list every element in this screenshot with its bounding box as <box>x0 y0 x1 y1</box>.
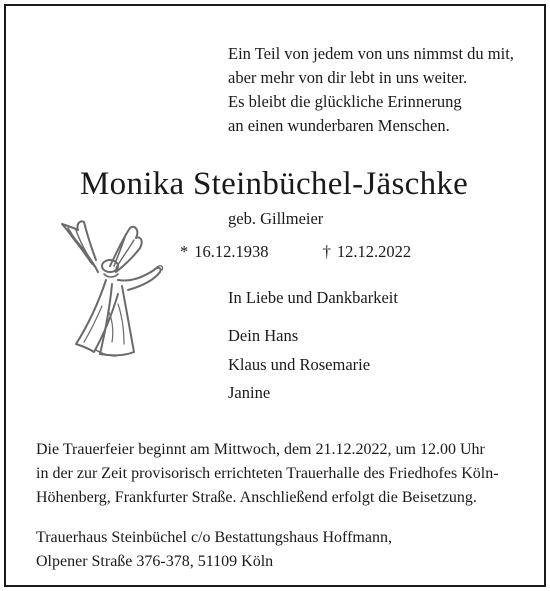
service-line: Höhenberg, Frankfurter Straße. Anschließend erfolgt die Beisetzung. <box>36 489 477 506</box>
poem-line: an einen wunderbaren Menschen. <box>228 116 450 135</box>
death-date-group <box>323 242 412 261</box>
funeral-service-info <box>36 438 499 510</box>
mourner-name: Janine <box>228 383 271 402</box>
death-date: 12.12.2022 <box>336 242 412 261</box>
mourner-name: Dein Hans <box>228 326 299 345</box>
address-line: Olpener Straße 376-378, 51109 Köln <box>36 553 274 570</box>
birth-date: 16.12.1938 <box>194 242 269 261</box>
mourners-intro: In Liebe und Dankbarkeit <box>228 288 398 307</box>
service-line: Die Trauerfeier beginnt am Mittwoch, dem 21.12.2022, um 12.00 Uhr <box>36 441 485 458</box>
cross-icon: † <box>322 242 331 261</box>
mourning-house-address <box>36 526 392 574</box>
life-dates <box>180 242 411 262</box>
poem <box>228 42 514 138</box>
mourners-list <box>228 322 370 408</box>
mourner-name: Klaus und Rosemarie <box>228 354 371 374</box>
poem-line: aber mehr von dir lebt in uns weiter. <box>228 68 468 87</box>
poem-line: Es bleibt die glückliche Erinnerung <box>228 92 462 111</box>
service-line: in der zur Zeit provisorisch errichteten Trauerhalle des Friedhofes Köln- <box>36 465 499 482</box>
address-line: Trauerhaus Steinbüchel c/o Bestattungshaus Hoffmann, <box>36 529 392 546</box>
maiden-name: geb. Gillmeier <box>228 209 324 228</box>
angel-icon <box>50 214 170 374</box>
deceased-name: Monika Steinbüchel-Jäschke <box>80 166 469 202</box>
poem-line: Ein Teil von jedem von uns nimmst du mit, <box>228 44 514 63</box>
birth-symbol: * <box>180 242 189 261</box>
obituary-notice <box>4 4 546 587</box>
